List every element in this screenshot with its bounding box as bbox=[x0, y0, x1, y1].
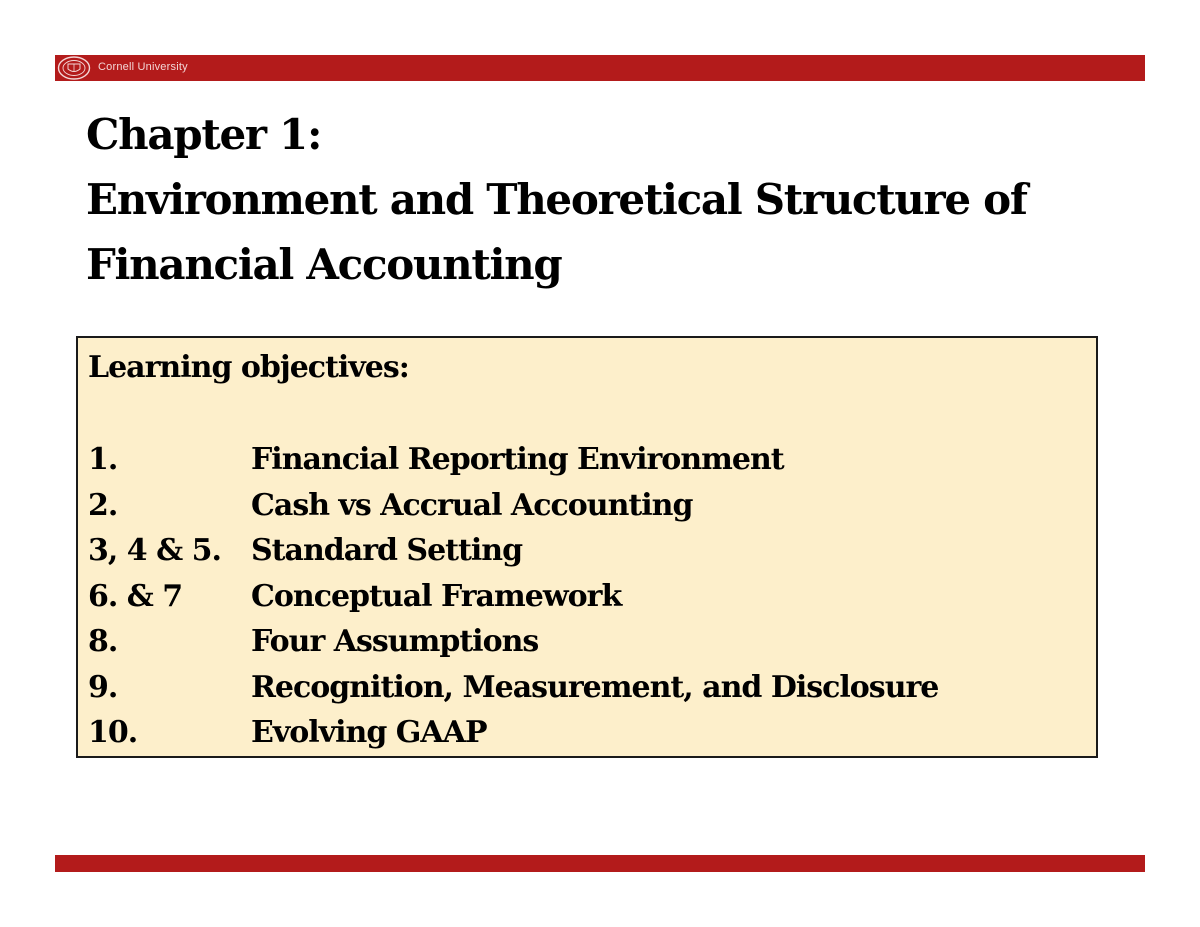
cornell-seal-icon bbox=[57, 56, 91, 80]
objective-number: 2. bbox=[88, 487, 118, 523]
title-line-chapter: Chapter 1: bbox=[86, 110, 322, 159]
list-item bbox=[88, 574, 938, 620]
list-item bbox=[88, 528, 938, 574]
header-bar bbox=[55, 55, 1145, 81]
objective-text: Recognition, Measurement, and Disclosure bbox=[251, 669, 939, 705]
objective-number: 6. & 7 bbox=[88, 578, 183, 614]
objective-text: Evolving GAAP bbox=[251, 715, 487, 751]
objective-text: Four Assumptions bbox=[251, 624, 539, 660]
objectives-list bbox=[88, 437, 938, 756]
list-item bbox=[88, 483, 938, 529]
title-line-subject: Environment and Theoretical Structure of bbox=[86, 175, 1027, 224]
footer-bar bbox=[55, 855, 1145, 872]
objectives-heading: Learning objectives: bbox=[88, 350, 409, 385]
learning-objectives-box bbox=[76, 336, 1098, 758]
objective-number: 10. bbox=[88, 715, 138, 751]
objective-text: Conceptual Framework bbox=[251, 578, 622, 614]
objective-number: 3, 4 & 5. bbox=[88, 533, 221, 569]
objective-text: Standard Setting bbox=[251, 533, 523, 569]
title-line-subject-cont: Financial Accounting bbox=[86, 240, 562, 289]
objective-text: Financial Reporting Environment bbox=[251, 442, 784, 478]
list-item bbox=[88, 619, 938, 665]
brand-name: Cornell University bbox=[98, 61, 188, 73]
list-item bbox=[88, 437, 938, 483]
objective-number: 1. bbox=[88, 442, 118, 478]
slide-title bbox=[86, 102, 1136, 297]
objective-number: 8. bbox=[88, 624, 118, 660]
list-item bbox=[88, 710, 938, 756]
list-item bbox=[88, 665, 938, 711]
objective-text: Cash vs Accrual Accounting bbox=[251, 487, 693, 523]
objective-number: 9. bbox=[88, 669, 118, 705]
